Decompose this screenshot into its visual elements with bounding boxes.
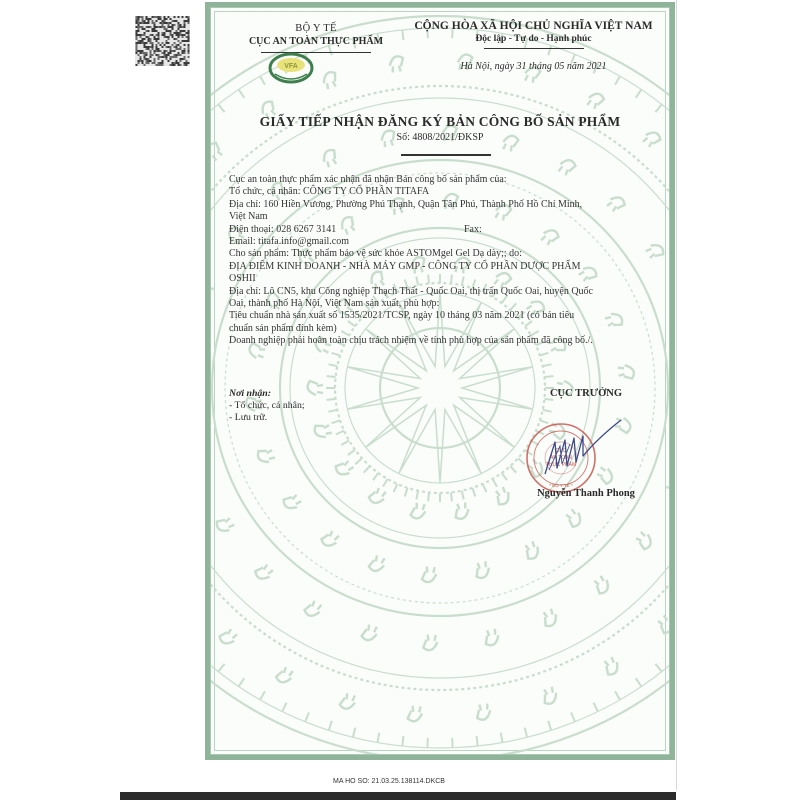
standard-line-cont: chuẩn sản phẩm đính kèm) [229, 322, 337, 334]
document-title: GIẤY TIẾP NHẬN ĐĂNG KÝ BẢN CÔNG BỐ SẢN PHẨM [259, 114, 621, 129]
logo-text: VFA [284, 63, 298, 70]
manufacturer-address: Địa chỉ: Lô CN5, khu Công nghiệp Thạch Thất - Quốc Oai, thị trấn Quốc Oai, huyện Quốc [229, 285, 593, 297]
ministry-name: BỘ Y TẾ [295, 23, 337, 34]
responsibility-line: Doanh nghiệp phải hoàn toàn chịu trách nhiệm về tính phù hợp của sản phẩm đã công bố./. [229, 335, 593, 347]
signature-stroke [545, 420, 621, 474]
fax-line: Fax: [464, 223, 482, 235]
signatory-title: CỤC TRƯỞNG [549, 388, 623, 399]
organization-line: Tổ chức, cá nhân: CÔNG TY CỔ PHẦN TITAFA [229, 186, 430, 198]
intro-text: Cục an toàn thực phẩm xác nhận đã nhận Bản công bố sản phẩm của: [229, 174, 507, 185]
phone-line: Điện thoại: 028 6267 3141 [229, 223, 337, 235]
manufacturer-address-cont: Oai, thành phố Hà Nội, Việt Nam sản xuất, phù hợp: [229, 298, 440, 310]
national-motto: Độc lập - Tự do - Hạnh phúc [475, 34, 592, 44]
motto-divider [484, 48, 584, 49]
svg-text:AN TOÀN: AN TOÀN [549, 455, 573, 461]
standard-line: Tiêu chuẩn nhà sản xuất số 1535/2021/TCSP, ngày 10 tháng 03 năm 2021 (có bản tiêu [229, 310, 575, 322]
address-line: Địa chỉ: 160 Hiền Vương, Phường Phú Thạnh, Quận Tân Phú, Thành Phố Hồ Chí Minh, [229, 198, 583, 210]
manufacturer-line: ĐỊA ĐIỂM KINH DOANH - NHÀ MÁY GMP - CÔNG TY CỔ PHẦN DƯỢC PHẨM [229, 260, 581, 272]
recipients-block [229, 388, 305, 424]
email-line: Email: titafa.info@gmail.com [229, 236, 350, 248]
svg-text:THỰC PHẨM: THỰC PHẨM [545, 462, 577, 468]
recipient-item: - Lưu trữ. [229, 412, 268, 423]
svg-text:* BỘ Y TẾ *: * BỘ Y TẾ * [549, 483, 573, 488]
national-header [401, 20, 666, 72]
title-divider [401, 154, 491, 156]
signer-name: Nguyễn Thanh Phong [537, 488, 635, 499]
issuer-header [231, 22, 401, 53]
file-code: MA HO SO: 21.03.25.138114.DKCB [333, 778, 445, 785]
agency-name: CỤC AN TOÀN THỰC PHẨM [248, 36, 384, 47]
qr-code-icon [135, 16, 190, 66]
product-line: Cho sản phẩm: Thực phẩm bảo vệ sức khỏe ASTOMgel Gel Dạ dày;; do: [229, 248, 522, 260]
manufacturer-line-cont: OSHII [229, 273, 256, 285]
address-line-cont: Việt Nam [229, 211, 268, 223]
vfa-logo [263, 50, 319, 86]
bottom-bar [120, 792, 676, 800]
recipients-heading: Nơi nhận: [229, 388, 272, 399]
official-stamp [513, 416, 623, 498]
nation-name: CỘNG HÒA XÃ HỘI CHỦ NGHĨA VIỆT NAM [414, 20, 653, 32]
certificate-body [229, 174, 669, 348]
issue-date: Hà Nội, ngày 31 tháng 05 năm 2021 [460, 61, 607, 72]
certificate-sheet [210, 7, 670, 755]
svg-text:CỤC: CỤC [555, 448, 567, 454]
recipient-item: - Tổ chức, cá nhân; [229, 400, 305, 411]
document-number: Số: 4808/2021/ĐKSP [396, 132, 484, 143]
certificate-frame [205, 2, 675, 760]
